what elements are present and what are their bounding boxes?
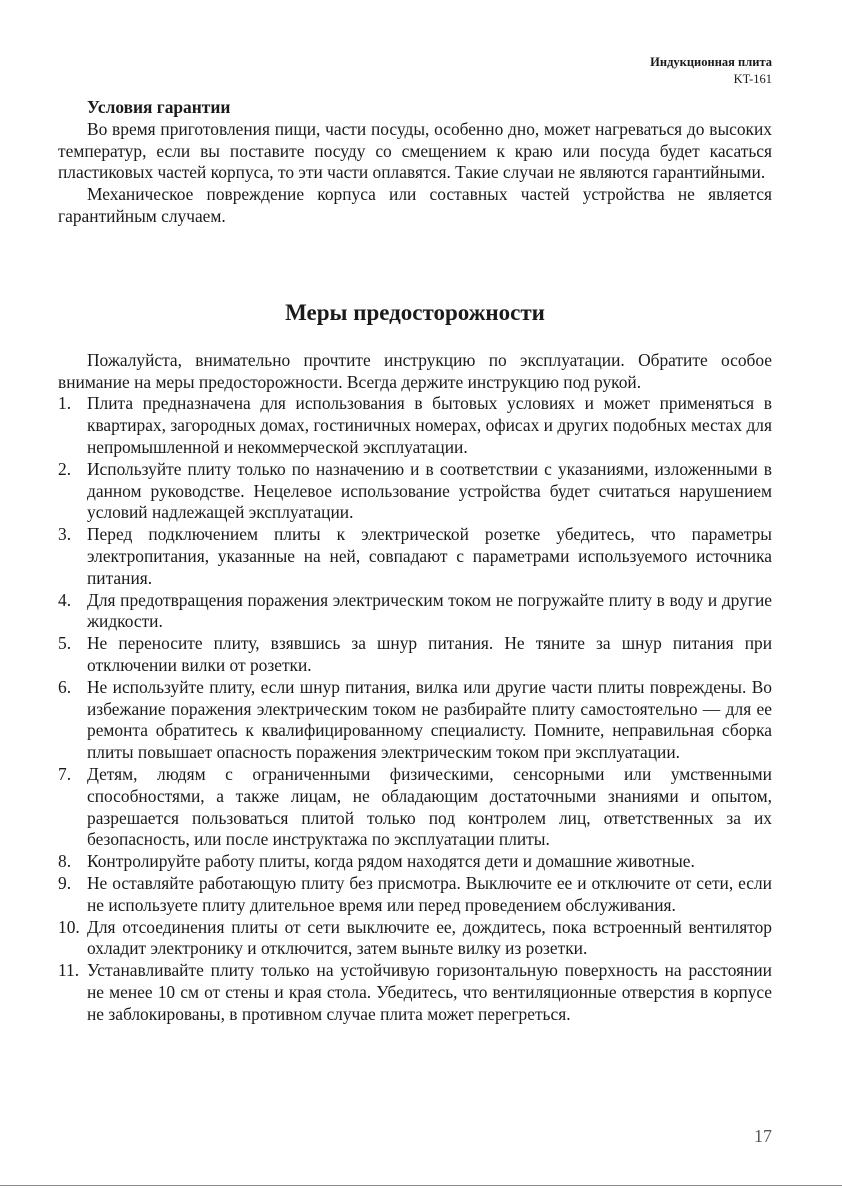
item-text: Плита предназначена для использования в бытовых условиях и может применяться в квартирах, загородных домах, гостиничных номерах, офисах и других подобных местах для непромышленной и некоммерческой эксплуатации. bbox=[87, 393, 772, 457]
item-text: Не переносите плиту, взявшись за шнур питания. Не тяните за шнур питания при отключении вилки от розетки. bbox=[87, 633, 772, 675]
item-text: Контролируйте работу плиты, когда рядом находятся дети и домашние животные. bbox=[87, 851, 695, 872]
list-item bbox=[58, 677, 772, 764]
item-number: 5. bbox=[58, 633, 72, 654]
item-number: 6. bbox=[58, 676, 72, 697]
item-number: 3. bbox=[58, 524, 72, 545]
item-text: Для отсоединения плиты от сети выключите ее, дождитесь, пока встроенный вентилятор охладит электронику и отключится, затем выньте вилку из розетки. bbox=[87, 916, 772, 959]
warranty-paragraph: Механическое повреждение корпуса или составных частей устройства не является гарантийным случаем. bbox=[58, 184, 772, 226]
precautions-list bbox=[58, 393, 772, 1025]
list-item bbox=[58, 633, 772, 677]
list-item bbox=[58, 459, 772, 524]
item-number: 10. bbox=[58, 916, 80, 937]
item-number: 4. bbox=[58, 589, 72, 610]
item-text: Используйте плиту только по назначению и в соответствии с указаниями, изложенными в данном руководстве. Нецелевое использование устройства будет считаться нарушением условий надлежащей эксплуатации. bbox=[87, 458, 772, 523]
warranty-paragraph: Во время приготовления пищи, части посуды, особенно дно, может нагреваться до высоких температур, если вы поставите посуду со смещением к краю или посуда будет касаться пластиковых частей корпуса, то эти части оплавятся. Такие случаи не являются гарантийными. bbox=[58, 118, 772, 183]
item-text: Не используйте плиту, если шнур питания, вилка или другие части плиты повреждены. Во избежание поражения электрическим током не разбирайте плиту самостоятельно — для ее ремонта обратитесь к квалифицированному специалисту. Помните, неправильная сборка плиты повышает опасность поражения электрическим током при эксплуатации. bbox=[87, 676, 772, 763]
page-header bbox=[650, 54, 772, 88]
list-item bbox=[58, 851, 772, 873]
item-text: Перед подключением плиты к электрической розетке убедитесь, что параметры электропитания, указанные на ней, совпадают с параметрами используемого источника питания. bbox=[87, 524, 772, 588]
list-item bbox=[58, 917, 772, 961]
list-item bbox=[58, 873, 772, 917]
page-bottom-rule bbox=[0, 1185, 842, 1186]
item-number: 2. bbox=[58, 458, 72, 479]
list-item bbox=[58, 524, 772, 589]
warranty-heading: Условия гарантии bbox=[87, 97, 231, 117]
page-content bbox=[58, 97, 772, 1025]
item-text: Детям, людям с ограниченными физическими, сенсорными или умственными способностями, а также лицам, не обладающим достаточными знаниями и опытом, разрешается пользоваться плитой только под контролем лиц, ответственных за их безопасность, или после инструктажа по эксплуатации плиты. bbox=[87, 763, 772, 850]
item-number: 1. bbox=[58, 393, 72, 414]
item-number: 9. bbox=[58, 872, 72, 893]
list-item bbox=[58, 393, 772, 458]
precautions-title: Меры предосторожности bbox=[285, 299, 545, 325]
item-text: Для предотвращения поражения электрическим током не погружайте плиту в воду и другие жидкости. bbox=[87, 589, 772, 632]
item-text: Устанавливайте плиту только на устойчивую горизонтальную поверхность на расстоянии не менее 10 см от стены и края стола. Убедитесь, что вентиляционные отверстия в корпусе не заблокированы, в противном случае плита может перегреться. bbox=[87, 960, 772, 1024]
warranty-section bbox=[58, 97, 772, 228]
page-number: 17 bbox=[754, 1126, 772, 1146]
precautions-section bbox=[58, 298, 772, 1026]
item-number: 8. bbox=[58, 851, 72, 872]
header-product-name: Индукционная плита bbox=[650, 55, 772, 69]
precautions-intro: Пожалуйста, внимательно прочтите инструкцию по эксплуатации. Обратите особое внимание на меры предосторожности. Всегда держите инструкцию под рукой. bbox=[58, 349, 772, 392]
list-item bbox=[58, 960, 772, 1025]
list-item bbox=[58, 764, 772, 851]
item-number: 7. bbox=[58, 763, 72, 784]
list-item bbox=[58, 590, 772, 634]
item-text: Не оставляйте работающую плиту без присмотра. Выключите ее и отключите от сети, если не используете плиту длительное время или перед проведением обслуживания. bbox=[87, 872, 772, 915]
item-number: 11. bbox=[58, 960, 80, 981]
header-model: KT-161 bbox=[733, 72, 772, 86]
